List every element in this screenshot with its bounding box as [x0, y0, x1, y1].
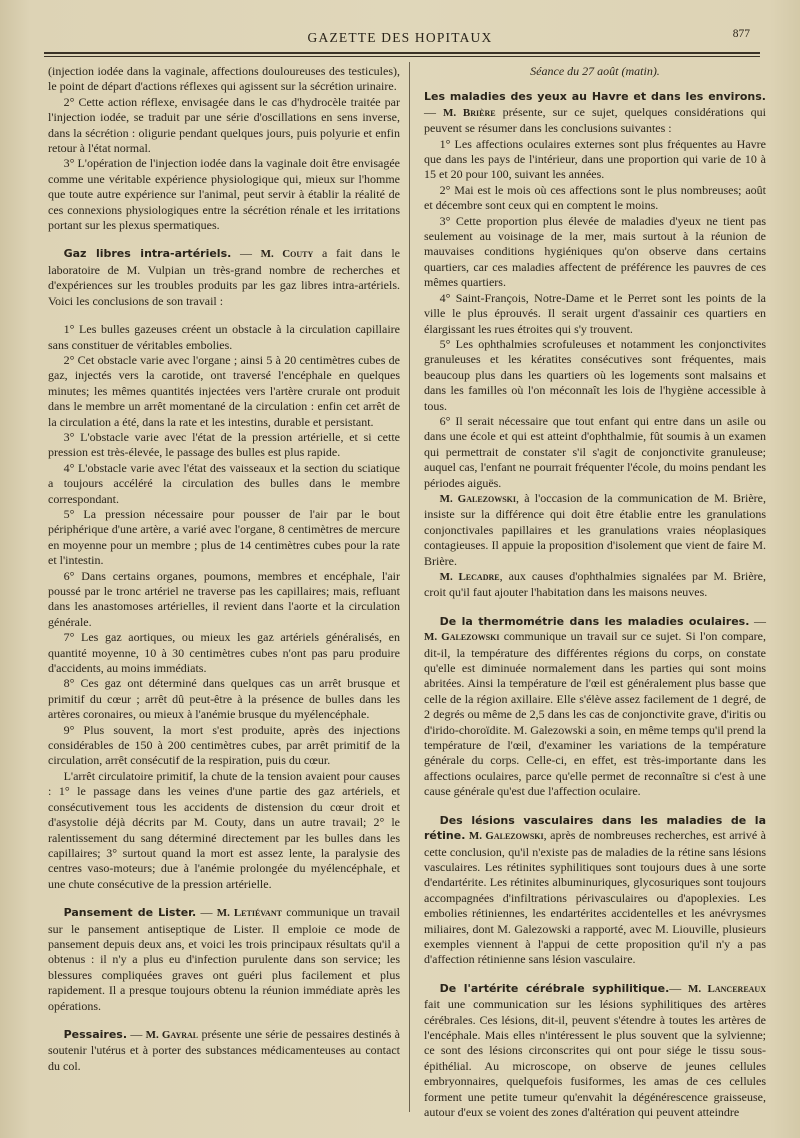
- section-text: , à l'occasion de la communication de M. Brière, insiste sur la différence qui doit être établie entre les granulations conjonctivales papillaires et les granulations vraies néoplasiques contagieuses. Il appuie la proposition d'isolement que vient de faire M. Brière.: [424, 490, 767, 568]
- section-lesions-vasculaires: [424, 813, 766, 968]
- dash: —: [669, 980, 688, 995]
- column-divider: [409, 62, 410, 1112]
- paragraph: 9° Plus souvent, la mort s'est produite, après des injections considérables de 150 à 200 centimètres cubes, par arrêt primitif de la circulation, arrêt consécutif de la respiration, puis du cœur.: [48, 722, 400, 768]
- author-name: M. Couty: [260, 248, 314, 261]
- paragraph: [424, 569, 766, 601]
- paragraph: 2° Mai est le mois où ces affections sont le plus nombreuses; août et décembre sont ceux qui en comptent le moins.: [424, 182, 766, 213]
- journal-title: GAZETTE DES HOPITAUX: [307, 30, 493, 45]
- section-gaz-libres: [48, 246, 400, 309]
- paragraph: [424, 491, 766, 569]
- section-text: a fait dans le laboratoire de M. Vulpian un très-grand nombre de recherches et d'expériences sur les troubles produits par les gaz libres intra-artériels. Voici les conclusions de son travail :: [48, 246, 400, 308]
- author-name: M. Lancereaux: [687, 982, 766, 995]
- section-text: communique un travail sur ce sujet. Si l'on compare, dit-il, la température des différentes régions du corps, on constate qu'elle est diminuée normalement dans les parties qui sont moins abritées. Ainsi la température de l'œil est généralement plus basse que celle de la région axillaire. Elle s'élève assez facilement de 1 degré, de 2 degrés ou même de 2,5 dans les cas de conjonctivite grave, d'iritis ou d'irido-choroïdite. M. Galezowski a soin, en même temps qu'il prend la température de l'œil, d'examiner les variations de la température générale du corps. Celle-ci, en effet, est très-importante dans les affections oculaires, parce qu'elle permet de reconnaître si c'est à une cause générale qu'est due l'affection oculaire.: [424, 629, 766, 799]
- dash: —: [424, 104, 444, 119]
- paragraph: 2° Cette action réflexe, envisagée dans le cas d'hydrocèle traitée par l'injection iodée, se traduit par une série d'oscillations en sens inverse, dans la sécrétion : oligurie pendant quelques jours, puis polyurie et enfin retour à l'état normal.: [48, 94, 400, 156]
- section-maladies-yeux: [424, 89, 766, 136]
- section-heading: Les maladies des yeux au Havre et dans les environs.: [424, 90, 766, 104]
- header-rule: [44, 52, 760, 54]
- header-rule-thin: [44, 56, 760, 57]
- author-name: M. Brière: [443, 106, 496, 119]
- page-header: [40, 24, 760, 54]
- right-column: [424, 64, 766, 1120]
- paragraph: 4° Saint-François, Notre-Dame et le Perret sont les points de la ville le plus éprouvés. Il serait urgent d'assainir ces quartiers en élargissant les rues étroites qui s'y trouvent.: [424, 290, 766, 336]
- author-name: M. Galezowski: [468, 830, 544, 843]
- paragraph: 4° L'obstacle varie avec l'état des vaisseaux et la section du sciatique a toujours accéléré la circulation des bulles dans le membre correspondant.: [48, 460, 400, 506]
- section-text: fait une communication sur les lésions syphilitiques des artères cérébrales. Ces lésions, dit-il, peuvent s'étendre à toutes les artères de l'encéphale. Mais elles n'intéressent le plus souvent que la sylvienne; ce sont des lésions circonscrites qui ont pour siége le tissu sous-épithélial. Au microscope, on observe de jeunes cellules embryonnaires, quelquefois fusiformes, les amas de ces cellules forment une petite tumeur qu'envahit la dégénérescence graisseuse, autour d'eux se voient des zones d'altération qui peuvent atteindre: [424, 997, 766, 1119]
- page-number: 877: [732, 28, 750, 40]
- section-heading: Gaz libres intra-artériels.: [63, 247, 232, 261]
- paragraph: 6° Il serait nécessaire que tout enfant qui entre dans un asile ou dans une école et qui est atteint d'ophthalmie, fût soumis à un examen qui permettrait de constater s'il s'agit de conjonctivite granuleuse; auquel cas, l'enfant ne pourrait fréquenter l'école, du moins pendant les périodes aiguës.: [424, 413, 766, 490]
- paragraph: 1° Les bulles gazeuses créent un obstacle à la circulation capillaire sans constituer de véritables embolies.: [48, 322, 400, 352]
- section-text: communique un travail sur le pansement antiseptique de Lister. Il emploie ce mode de pansement depuis deux ans, et voici les trois principaux résultats qu'il a obtenus : il n'y a plus eu d'infection purulente dans son service; les blessures compliquées graves ont guéri plus facilement et plus rapidement. Il a presque toujours obtenu la réunion immédiate après les opérations.: [48, 905, 401, 1013]
- author-name: M. Gayral: [145, 1028, 199, 1041]
- seance-heading: Séance du 27 août (matin).: [530, 64, 660, 78]
- section-pessaires: [48, 1027, 400, 1074]
- section-heading: Des lésions vasculaires dans les maladies de la rétine.: [424, 813, 766, 843]
- author-name: M. Letiévant: [216, 907, 282, 920]
- author-name: M. Galezowski: [424, 631, 500, 644]
- section-text: , après de nombreuses recherches, est arrivé à cette conclusion, qu'il n'existe pas de maladies de la rétine sans lésions vasculaires. Les rétinites syphilitiques sont toujours dues à une sorte d'endartérite. Les rétinites albuminuriques, glycosuriques sont toujours accompagnées d'infiltrations périvasculaires ou d'apoplexies. Les embolies rétiniennes, les endartérites accidentelles et les anévrysmes miliaires, dont M. Galezowski a rapporté, avec M. Liouville, plusieurs exemples viennent à l'appui de cette proposition qu'il n'y a pas d'affection rétinienne sans lésion vasculaire.: [424, 828, 766, 967]
- dash: —: [749, 613, 766, 628]
- paragraph: (injection iodée dans la vaginale, affections douloureuses des testicules), le point de départ d'actions réflexes qui agissent sur la sécrétion urinaire.: [48, 64, 400, 94]
- author-name: M. Galezowski: [439, 492, 517, 505]
- paragraph: 3° Cette proportion plus élevée de maladies d'yeux ne tient pas seulement au voisinage de la mer, mais surtout à la réunion de mauvaises conditions hygiéniques qu'on observe dans certains quartiers, car ces maladies affectent de préférence les pauvres de ces mêmes quartiers.: [424, 213, 766, 290]
- section-heading: De l'artérite cérébrale syphilitique.: [439, 981, 670, 995]
- paragraph: 5° Les ophthalmies scrofuleuses et notamment les conjonctivites granuleuses et les kératites consécutives sont fréquentes, mais beaucoup plus dans les quartiers où les logements sont malsains et dans les familles où l'on méconnaît les lois de l'hygiène accessible à tous.: [424, 336, 766, 413]
- section-thermometrie: [424, 614, 766, 800]
- paragraph: 6° Dans certains organes, poumons, membres et encéphale, l'air poussé par le tronc artériel ne traverse pas les capillaires; mais, refluant dans les anastomoses artérielles, il revient dans l'aorte et la circulation générale.: [48, 568, 400, 629]
- paragraph: 3° L'opération de l'injection iodée dans la vaginale doit être envisagée comme une véritable expérience physiologique qui, mieux sur l'homme que toute autre expérience sur l'animal, peut servir à établir la réalité de ces connexions physiologiques entre la sécrétion rénale et les irritations portant sur les plexus spermatiques.: [48, 156, 400, 233]
- paragraph: 1° Les affections oculaires externes sont plus fréquentes au Havre que dans les pays de l'intérieur, dans une proportion qui varie de 10 à 15 et 20 pour 100, suivant les années.: [424, 136, 766, 182]
- section-text: , aux causes d'ophthalmies signalées par M. Brière, croit qu'il faut ajouter l'habitation dans les maisons neuves.: [424, 569, 766, 600]
- section-heading: Pansement de Lister.: [63, 906, 197, 920]
- dash: —: [196, 905, 217, 920]
- section-text: présente une série de pessaires destinés à soutenir l'utérus et à porter des substances médicamenteuses au contact du col.: [48, 1026, 401, 1073]
- left-column: [48, 64, 400, 1074]
- paragraph: 5° La pression nécessaire pour pousser de l'air par le bout périphérique d'une artère, a varié avec l'organe, 8 centimètres de mercure en moyenne pour un membre ; plus de 14 centimètres cubes pour la rate et l'intestin.: [48, 506, 400, 568]
- paragraph: 7° Les gaz aortiques, ou mieux les gaz artériels généralisés, en quantité moyenne, 10 à 30 centimètres cubes n'ont pas paru produire d'accidents, au moins immédiats.: [48, 630, 400, 676]
- section-arterite-cerebrale: [424, 981, 766, 1121]
- paragraph: L'arrêt circulatoire primitif, la chute de la tension avaient pour causes : 1° le passage dans les veines d'une partie des gaz artériels, et consécutivement tous les accidents de distension du cœur droit et d'asystolie déjà décrits par M. Couty, dans un autre travail; 2° le ralentissement du sang déterminé directement par les bulles dans les capillaires; 3° surtout quand la mort est assez lente, la paralysie des centres vaso-moteurs; due à l'anémie prolongée du myélencéphale, et une chute consécutive de la pression artérielle.: [48, 768, 400, 891]
- section-text: présente, sur ce sujet, quelques considérations qui peuvent se résumer dans les conclusions suivantes :: [424, 104, 766, 136]
- section-heading: De la thermométrie dans les maladies oculaires.: [439, 614, 750, 628]
- dash: —: [231, 246, 261, 261]
- author-name: M. Lecadre: [439, 571, 500, 583]
- paragraph: 8° Ces gaz ont déterminé dans quelques cas un arrêt brusque et primitif du cœur ; arrêt dû peut-être à la présence de bulles dans les artères coronaires, ou mieux à l'anémie brusque du myélencéphale.: [48, 676, 400, 722]
- paragraph: 3° L'obstacle varie avec l'état de la pression artérielle, et si cette pression est très-élevée, le passage des bulles est plus rapide.: [48, 429, 400, 460]
- paragraph: 2° Cet obstacle varie avec l'organe ; ainsi 5 à 20 centimètres cubes de gaz, injectés vers la carotide, ont traversé l'encéphale en quelques minutes; les mêmes quantités injectées vers l'artère crurale ont produit dans le membre un arrêt momentané de la circulation : enfin cet arrêt de la circulation a été, dans la rate et les intestins, durable et persistant.: [48, 352, 400, 429]
- section-pansement-lister: [48, 905, 400, 1014]
- section-heading: Pessaires.: [63, 1027, 128, 1041]
- dash: —: [127, 1026, 146, 1041]
